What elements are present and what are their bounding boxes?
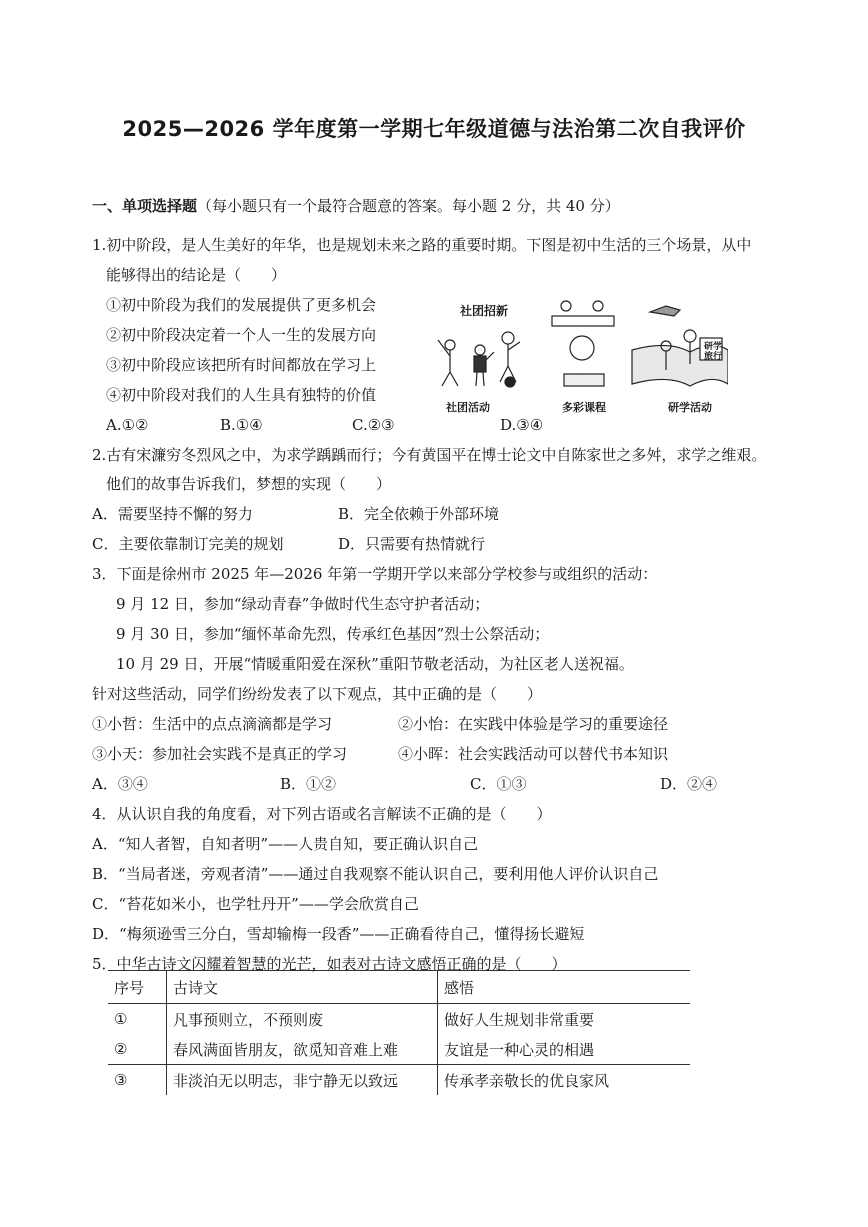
- header-index: 序号: [108, 971, 167, 1004]
- header-insight: 感悟: [438, 971, 691, 1004]
- courses-figures: [552, 301, 614, 386]
- section-heading-label: 一、单项选择题: [92, 197, 198, 215]
- q2-option-d: D．只需要有热情就行: [338, 535, 486, 553]
- row-poem: 凡事预则立，不预则废: [167, 1004, 438, 1035]
- q4-option-d: D．“梅须逊雪三分白，雪却输梅一段香”——正确看待自己，懂得扬长避短: [92, 925, 585, 943]
- q4-stem: 4．从认识自我的角度看，对下列古语或名言解读不正确的是（ ）: [92, 805, 552, 823]
- q3-prompt: 针对这些活动，同学们纷纷发表了以下观点，其中正确的是（ ）: [92, 685, 543, 703]
- q1-option-b: B.①④: [220, 416, 263, 434]
- q1-stem-line1: 1.初中阶段，是人生美好的年华，也是规划未来之路的重要时期。下图是初中生活的三个场景，从中: [92, 236, 752, 254]
- club-recruit-label: 社团招新: [460, 304, 509, 318]
- q5-stem: 5．中华古诗文闪耀着智慧的光芒，如表对古诗文感悟正确的是（ ）: [92, 955, 567, 973]
- q1-statement: ②初中阶段决定着一个人一生的发展方向: [106, 326, 377, 344]
- q1-illustration: [428, 290, 728, 410]
- poem-table: [108, 970, 690, 1095]
- table-row: [108, 1065, 690, 1096]
- q3-option-d: D．②④: [660, 775, 718, 793]
- q3-view: ④小晖：社会实践活动可以替代书本知识: [398, 745, 669, 763]
- header-poem: 古诗文: [167, 971, 438, 1004]
- q2-stem-line1: 2.古有宋濂穷冬烈风之中，为求学踽踽而行；今有黄国平在博士论文中自陈家世之多舛，求学之维艰。: [92, 446, 767, 464]
- q4-option-b: B．“当局者迷，旁观者清”——通过自我观察不能认识自己，要利用他人评价认识自己: [92, 865, 659, 883]
- table-header-row: [108, 971, 690, 1004]
- q3-event: 10 月 29 日，开展“情暖重阳爱在深秋”重阳节敬老活动，为社区老人送祝福。: [116, 655, 634, 673]
- q1-statement: ④初中阶段对我们的人生具有独特的价值: [106, 386, 377, 404]
- row-index: ②: [114, 1040, 128, 1058]
- q3-event: 9 月 30 日，参加“缅怀革命先烈，传承红色基因”烈士公祭活动；: [116, 625, 550, 643]
- q3-event: 9 月 12 日，参加“绿动青春”争做时代生态守护者活动；: [116, 595, 490, 613]
- q3-view: ②小怡：在实践中体验是学习的重要途径: [398, 715, 669, 733]
- section-heading-note: （每小题只有一个最符合题意的答案。每小题 2 分，共 40 分）: [197, 197, 620, 215]
- q3-view: ①小哲：生活中的点点滴滴都是学习: [92, 715, 333, 733]
- q1-option-c: C.②③: [352, 416, 395, 434]
- section-heading: [92, 196, 620, 216]
- q3-option-a: A．③④: [92, 775, 148, 793]
- q3-stem: 3．下面是徐州市 2025 年—2026 年第一学期开学以来部分学校参与或组织的活动：: [92, 565, 658, 583]
- row-index: ①: [114, 1010, 128, 1028]
- page-title: 2025—2026 学年度第一学期七年级道德与法治第二次自我评价: [122, 117, 746, 141]
- q3-option-b: B．①②: [280, 775, 337, 793]
- row-insight: 做好人生规划非常重要: [438, 1004, 691, 1035]
- q1-statement: ①初中阶段为我们的发展提供了更多机会: [106, 296, 377, 314]
- q4-option-a: A．“知人者智，自知者明”——人贵自知，要正确认识自己: [92, 835, 479, 853]
- caption-club: 社团活动: [446, 401, 490, 414]
- q3-option-c: C．①③: [470, 775, 527, 793]
- q1-option-a: A.①②: [106, 416, 149, 434]
- illustration-drawing: [428, 290, 728, 390]
- row-index: ③: [108, 1065, 167, 1096]
- q1-stem-line2: 能够得出的结论是（ ）: [106, 266, 287, 284]
- row-poem: 非淡泊无以明志，非宁静无以致远: [167, 1065, 438, 1096]
- book-sign-label: 研学旅行: [704, 342, 723, 362]
- row-insight: 友谊是一种心灵的相遇: [438, 1034, 691, 1065]
- q1-option-d: D.③④: [500, 416, 544, 434]
- q2-option-a: A．需要坚持不懈的努力: [92, 505, 253, 523]
- q2-option-b: B．完全依赖于外部环境: [338, 505, 500, 523]
- row-insight: 传承孝亲敬长的优良家风: [438, 1065, 691, 1096]
- table-row: [108, 1034, 690, 1065]
- club-activity-figures: [438, 332, 520, 387]
- caption-study: 研学活动: [668, 401, 712, 414]
- q1-statement: ③初中阶段应该把所有时间都放在学习上: [106, 356, 377, 374]
- caption-courses: 多彩课程: [562, 401, 606, 414]
- q4-option-c: C．“苔花如米小，也学牡丹开”——学会欣赏自己: [92, 895, 419, 913]
- q2-stem-line2: 他们的故事告诉我们，梦想的实现（ ）: [106, 475, 392, 493]
- table-row: [108, 1004, 690, 1035]
- q2-option-c: C．主要依靠制订完美的规划: [92, 535, 284, 553]
- row-poem: 春风满面皆朋友，欲觅知音难上难: [167, 1034, 438, 1065]
- q3-view: ③小天：参加社会实践不是真正的学习: [92, 745, 348, 763]
